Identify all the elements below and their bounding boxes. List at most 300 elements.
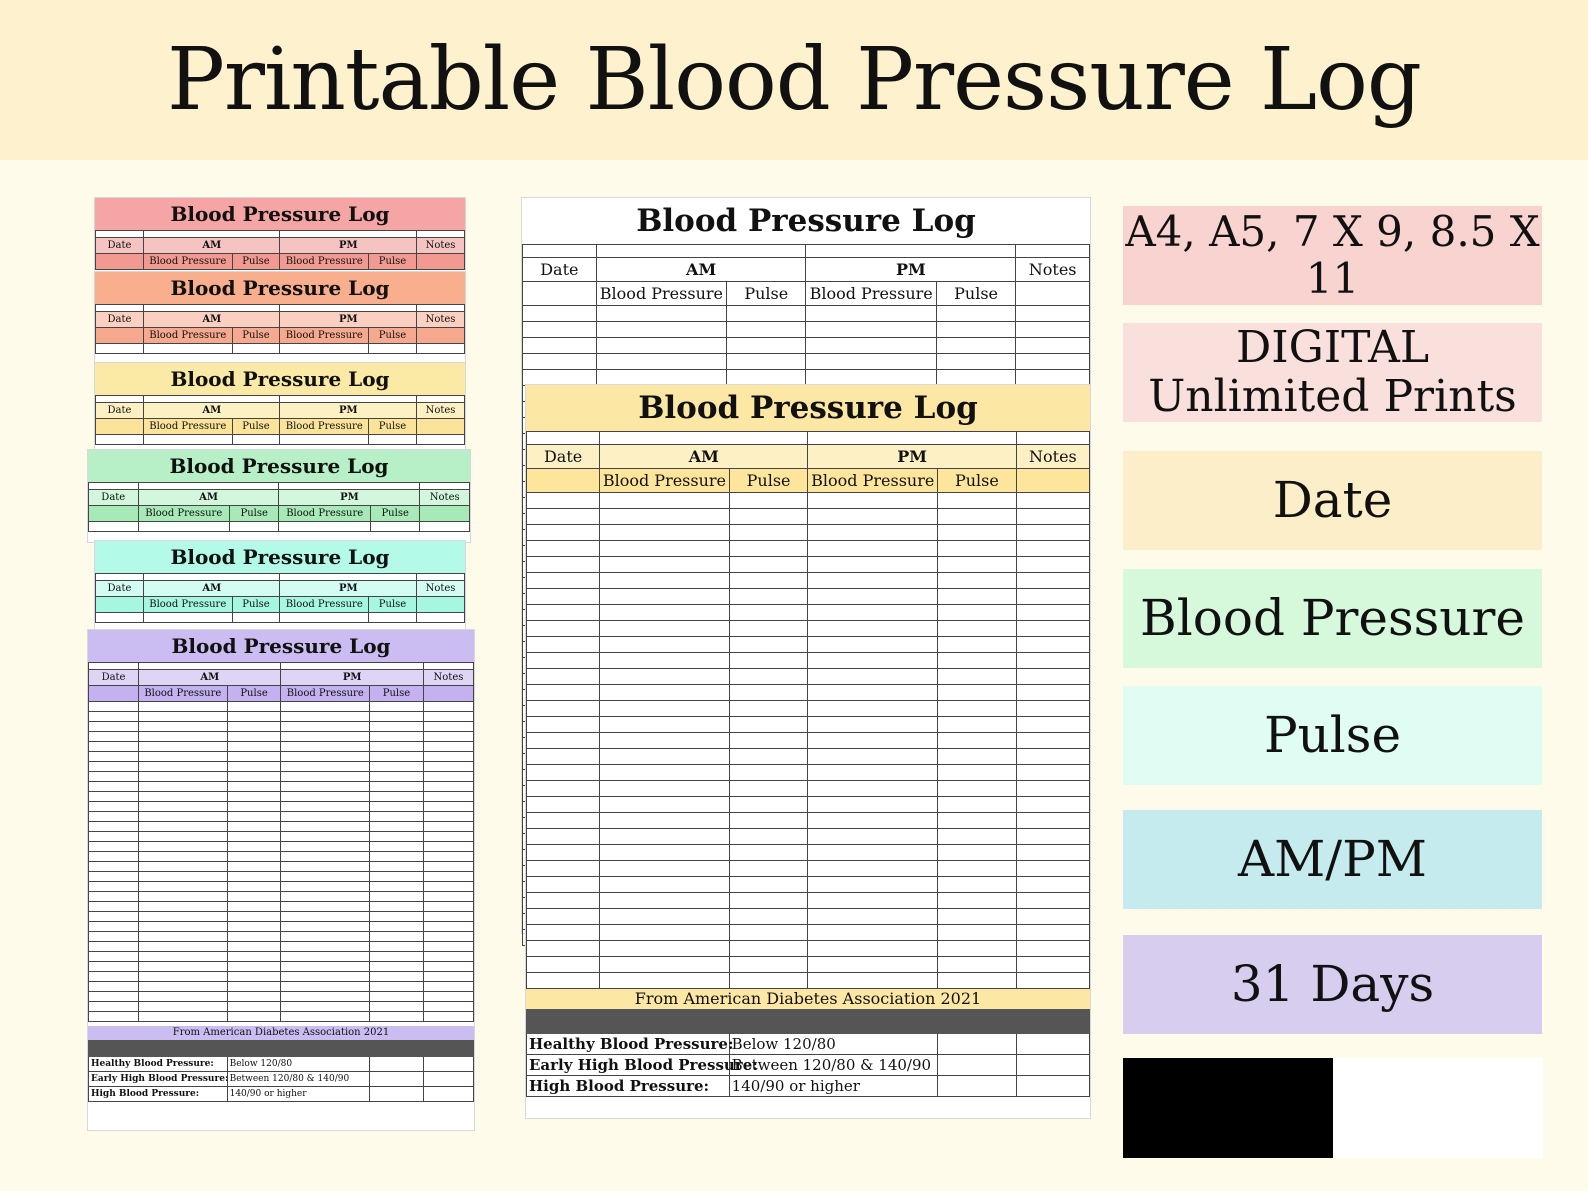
log-cell xyxy=(596,354,726,370)
log-row xyxy=(523,338,1090,354)
log-cell xyxy=(600,861,729,877)
log-cell xyxy=(139,752,228,762)
pulse-header: Pulse xyxy=(232,254,280,270)
log-cell xyxy=(729,893,808,909)
log-row xyxy=(527,749,1090,765)
log-cell xyxy=(227,772,281,782)
log-cell xyxy=(1016,877,1089,893)
log-cell xyxy=(937,685,1016,701)
log-cell xyxy=(227,932,281,942)
bp-header: Blood Pressure xyxy=(143,419,232,435)
log-cell xyxy=(281,772,370,782)
log-yellow-large xyxy=(525,384,1091,1119)
log-cell xyxy=(527,573,600,589)
ref-label: High Blood Pressure: xyxy=(527,1076,730,1097)
bp-header: Blood Pressure xyxy=(280,328,369,344)
log-cell xyxy=(139,882,228,892)
log-cell xyxy=(1016,829,1089,845)
log-body xyxy=(527,493,1090,989)
log-cell xyxy=(936,322,1015,338)
am-header: AM xyxy=(600,445,808,469)
log-cell xyxy=(937,509,1016,525)
log-cell xyxy=(808,669,937,685)
log-cell xyxy=(729,845,808,861)
log-cell xyxy=(527,733,600,749)
pm-header: PM xyxy=(280,312,417,328)
log-cell xyxy=(1016,637,1089,653)
pm-header: PM xyxy=(280,403,417,419)
log-cell xyxy=(423,712,473,722)
log-table xyxy=(88,482,470,532)
log-cell xyxy=(281,1002,370,1012)
log-cell xyxy=(527,765,600,781)
log-cell xyxy=(370,982,424,992)
log-cell xyxy=(89,712,139,722)
log-cell xyxy=(600,717,729,733)
log-cell xyxy=(227,922,281,932)
log-cell xyxy=(370,742,424,752)
log-cell xyxy=(808,653,937,669)
log-cell xyxy=(423,752,473,762)
log-cell xyxy=(806,354,936,370)
log-cell xyxy=(227,822,281,832)
log-cell xyxy=(937,653,1016,669)
log-cell xyxy=(1016,925,1089,941)
log-cell xyxy=(89,762,139,772)
log-cell xyxy=(937,765,1016,781)
log-cell xyxy=(227,912,281,922)
log-cell xyxy=(937,557,1016,573)
log-cell xyxy=(139,852,228,862)
log-cell xyxy=(227,1012,281,1022)
log-cell xyxy=(89,1012,139,1022)
log-cell xyxy=(808,749,937,765)
log-row xyxy=(89,742,474,752)
log-cell xyxy=(600,941,729,957)
pm-header: PM xyxy=(281,670,423,686)
log-row xyxy=(89,1012,474,1022)
log-row xyxy=(89,872,474,882)
log-cell xyxy=(139,942,228,952)
log-cell xyxy=(1016,573,1089,589)
log-cell xyxy=(227,792,281,802)
log-cell xyxy=(423,992,473,1002)
log-cell xyxy=(527,509,600,525)
bp-header: Blood Pressure xyxy=(280,419,369,435)
log-row xyxy=(527,685,1090,701)
log-cell xyxy=(937,893,1016,909)
date-header: Date xyxy=(527,445,600,469)
log-cell xyxy=(139,712,228,722)
log-cell xyxy=(937,781,1016,797)
log-cell xyxy=(1016,509,1089,525)
log-cell xyxy=(600,957,729,973)
log-cell xyxy=(1016,909,1089,925)
log-cell xyxy=(808,845,937,861)
log-cell xyxy=(227,982,281,992)
notes-header: Notes xyxy=(420,490,470,506)
am-header: AM xyxy=(143,312,280,328)
log-row xyxy=(527,701,1090,717)
log-cell xyxy=(281,992,370,1002)
log-cell xyxy=(729,861,808,877)
log-cell xyxy=(370,752,424,762)
log-cell xyxy=(1016,621,1089,637)
log-cell xyxy=(527,653,600,669)
log-cell xyxy=(370,842,424,852)
pulse-header: Pulse xyxy=(229,506,279,522)
log-cell xyxy=(89,1002,139,1012)
log-cell xyxy=(527,541,600,557)
log-cell xyxy=(423,702,473,712)
log-cell xyxy=(729,573,808,589)
bp-header: Blood Pressure xyxy=(808,469,937,493)
log-cell xyxy=(281,1012,370,1022)
log-title: Blood Pressure Log xyxy=(95,541,465,573)
log-cell xyxy=(89,902,139,912)
log-cell xyxy=(727,306,806,322)
log-cell xyxy=(1016,797,1089,813)
log-cell xyxy=(423,872,473,882)
log-cell xyxy=(89,852,139,862)
log-cell xyxy=(527,877,600,893)
log-row xyxy=(89,952,474,962)
ref-value: 140/90 or higher xyxy=(729,1076,937,1097)
log-cell xyxy=(729,557,808,573)
log-cell xyxy=(139,762,228,772)
ref-label: Healthy Blood Pressure: xyxy=(89,1057,228,1072)
log-cell xyxy=(423,782,473,792)
log-cell xyxy=(808,893,937,909)
log-row xyxy=(527,733,1090,749)
log-cell xyxy=(600,829,729,845)
log-cell xyxy=(523,354,597,370)
log-cell xyxy=(281,732,370,742)
log-cell xyxy=(937,845,1016,861)
log-cell xyxy=(727,322,806,338)
log-cell xyxy=(600,557,729,573)
source-note: From American Diabetes Association 2021 xyxy=(526,989,1090,1009)
log-cell xyxy=(1016,493,1089,509)
log-cell xyxy=(808,605,937,621)
log-cell xyxy=(729,877,808,893)
log-row xyxy=(527,845,1090,861)
log-cell xyxy=(806,306,936,322)
pulse-header: Pulse xyxy=(232,597,280,613)
ref-value: Between 120/80 & 140/90 xyxy=(729,1055,937,1076)
log-cell xyxy=(808,621,937,637)
log-cell xyxy=(139,742,228,752)
log-cell xyxy=(281,942,370,952)
log-cell xyxy=(370,1012,424,1022)
log-cell xyxy=(596,338,726,354)
bp-header: Blood Pressure xyxy=(139,686,228,702)
log-row xyxy=(527,957,1090,973)
log-cell xyxy=(527,925,600,941)
log-table xyxy=(95,230,465,270)
log-cell xyxy=(600,589,729,605)
feature-label: AM/PM xyxy=(1238,830,1427,888)
log-purple xyxy=(87,629,475,1131)
log-row xyxy=(89,862,474,872)
log-cell xyxy=(370,822,424,832)
log-cell xyxy=(1016,589,1089,605)
log-cell xyxy=(423,952,473,962)
log-cell xyxy=(281,982,370,992)
log-cell xyxy=(937,861,1016,877)
log-cell xyxy=(227,702,281,712)
log-cell xyxy=(729,781,808,797)
log-cell xyxy=(937,637,1016,653)
log-cell xyxy=(139,1012,228,1022)
log-cell xyxy=(281,872,370,882)
log-cell xyxy=(227,782,281,792)
log-row xyxy=(89,722,474,732)
log-cell xyxy=(808,685,937,701)
log-row xyxy=(89,962,474,972)
white-swatch xyxy=(1333,1058,1543,1158)
log-cell xyxy=(370,812,424,822)
log-cell xyxy=(423,1012,473,1022)
source-note: From American Diabetes Association 2021 xyxy=(88,1026,474,1040)
log-cell xyxy=(281,822,370,832)
log-cell xyxy=(600,637,729,653)
log-row xyxy=(89,972,474,982)
notes-header: Notes xyxy=(423,670,473,686)
log-cell xyxy=(281,852,370,862)
log-cell xyxy=(139,952,228,962)
log-cell xyxy=(600,877,729,893)
feature-label: Pulse xyxy=(1263,706,1402,764)
log-cell xyxy=(370,922,424,932)
log-cell xyxy=(139,782,228,792)
notes-header: Notes xyxy=(417,312,465,328)
log-cell xyxy=(370,962,424,972)
log-red xyxy=(94,197,466,279)
log-cell xyxy=(139,792,228,802)
log-cell xyxy=(370,712,424,722)
log-cell xyxy=(600,765,729,781)
log-cell xyxy=(936,354,1015,370)
log-cell xyxy=(523,322,597,338)
log-row xyxy=(89,1002,474,1012)
log-cell xyxy=(808,829,937,845)
log-cell xyxy=(89,822,139,832)
log-yellow xyxy=(94,362,466,452)
log-row xyxy=(89,832,474,842)
log-cell xyxy=(370,832,424,842)
log-cell xyxy=(423,812,473,822)
log-cell xyxy=(729,541,808,557)
log-cell xyxy=(423,822,473,832)
pulse-header: Pulse xyxy=(729,469,808,493)
ref-label: Early High Blood Pressure: xyxy=(527,1055,730,1076)
log-cell xyxy=(527,813,600,829)
log-cell xyxy=(729,717,808,733)
feature-label: Blood Pressure xyxy=(1140,589,1525,647)
feature-pulse xyxy=(1123,686,1542,785)
log-cell xyxy=(370,782,424,792)
log-cell xyxy=(600,541,729,557)
log-cell xyxy=(937,573,1016,589)
log-cell xyxy=(89,812,139,822)
log-cell xyxy=(729,909,808,925)
am-header: AM xyxy=(143,238,280,254)
log-cell xyxy=(808,925,937,941)
reference-table xyxy=(526,1009,1090,1097)
log-cell xyxy=(600,605,729,621)
log-cell xyxy=(423,842,473,852)
log-cell xyxy=(936,306,1015,322)
log-cell xyxy=(729,925,808,941)
log-cell xyxy=(227,862,281,872)
log-cell xyxy=(139,812,228,822)
log-cell xyxy=(600,749,729,765)
log-cell xyxy=(227,972,281,982)
log-row xyxy=(527,893,1090,909)
log-cell xyxy=(808,957,937,973)
log-green xyxy=(87,449,471,543)
log-title: Blood Pressure Log xyxy=(522,198,1090,244)
log-cell xyxy=(727,354,806,370)
log-title: Blood Pressure Log xyxy=(88,630,474,662)
log-row xyxy=(527,717,1090,733)
log-cell xyxy=(729,829,808,845)
notes-header: Notes xyxy=(417,581,465,597)
log-cell xyxy=(937,925,1016,941)
log-cell xyxy=(227,722,281,732)
log-cell xyxy=(600,701,729,717)
log-cell xyxy=(808,541,937,557)
log-cell xyxy=(1016,861,1089,877)
reference-table xyxy=(88,1040,474,1102)
log-cell xyxy=(729,957,808,973)
log-table xyxy=(88,662,474,1022)
log-cell xyxy=(727,338,806,354)
log-row xyxy=(89,822,474,832)
log-cell xyxy=(523,338,597,354)
log-cell xyxy=(139,922,228,932)
log-cell xyxy=(1016,557,1089,573)
log-cell xyxy=(729,525,808,541)
log-cell xyxy=(600,525,729,541)
log-cell xyxy=(527,973,600,989)
bp-header: Blood Pressure xyxy=(281,686,370,702)
date-header: Date xyxy=(89,670,139,686)
log-cell xyxy=(600,573,729,589)
log-cell xyxy=(139,772,228,782)
log-cell xyxy=(937,797,1016,813)
log-cell xyxy=(527,957,600,973)
pulse-header: Pulse xyxy=(369,597,417,613)
log-row xyxy=(89,702,474,712)
log-cell xyxy=(1016,781,1089,797)
log-cell xyxy=(281,842,370,852)
log-cell xyxy=(1016,845,1089,861)
log-cell xyxy=(1016,941,1089,957)
log-cell xyxy=(227,1002,281,1012)
log-cell xyxy=(139,982,228,992)
log-cell xyxy=(89,992,139,1002)
feature-label: A4, A5, 7 X 9, 8.5 X 11 xyxy=(1125,207,1540,303)
log-cell xyxy=(1016,541,1089,557)
log-cell xyxy=(370,802,424,812)
log-cell xyxy=(370,862,424,872)
log-cell xyxy=(139,822,228,832)
log-cell xyxy=(370,902,424,912)
log-cell xyxy=(600,653,729,669)
log-cell xyxy=(1016,338,1090,354)
log-row xyxy=(89,802,474,812)
log-cell xyxy=(808,637,937,653)
log-cell xyxy=(600,781,729,797)
log-cell xyxy=(89,932,139,942)
log-cell xyxy=(729,493,808,509)
log-cell xyxy=(281,832,370,842)
log-cell xyxy=(281,782,370,792)
log-cell xyxy=(729,669,808,685)
log-table xyxy=(95,304,465,354)
log-cell xyxy=(89,922,139,932)
log-cell xyxy=(139,972,228,982)
log-table xyxy=(95,395,465,445)
log-cell xyxy=(729,685,808,701)
log-cell xyxy=(423,902,473,912)
log-row xyxy=(527,525,1090,541)
log-row xyxy=(527,781,1090,797)
log-cell xyxy=(527,493,600,509)
log-cell xyxy=(1016,749,1089,765)
log-cell xyxy=(227,872,281,882)
log-cell xyxy=(281,802,370,812)
log-cell xyxy=(808,717,937,733)
notes-header: Notes xyxy=(417,238,465,254)
log-cell xyxy=(600,493,729,509)
bp-header: Blood Pressure xyxy=(138,506,229,522)
feature-date xyxy=(1123,451,1542,550)
log-cell xyxy=(729,509,808,525)
log-title: Blood Pressure Log xyxy=(95,363,465,395)
log-cell xyxy=(423,852,473,862)
am-header: AM xyxy=(139,670,281,686)
log-cell xyxy=(227,952,281,962)
date-header: Date xyxy=(96,312,144,328)
log-cell xyxy=(370,762,424,772)
log-cell xyxy=(139,892,228,902)
feature-label: Date xyxy=(1272,471,1393,529)
pulse-header: Pulse xyxy=(936,282,1015,306)
log-row xyxy=(89,842,474,852)
ref-value: 140/90 or higher xyxy=(227,1087,369,1102)
log-cell xyxy=(937,701,1016,717)
log-aqua xyxy=(94,540,466,632)
log-cell xyxy=(527,605,600,621)
log-cell xyxy=(89,912,139,922)
log-cell xyxy=(729,653,808,669)
log-cell xyxy=(808,733,937,749)
log-cell xyxy=(1016,306,1090,322)
log-row xyxy=(523,322,1090,338)
ref-label: Healthy Blood Pressure: xyxy=(527,1034,730,1055)
log-cell xyxy=(527,701,600,717)
log-cell xyxy=(808,973,937,989)
log-cell xyxy=(227,752,281,762)
page-title: Printable Blood Pressure Log xyxy=(167,30,1421,130)
log-cell xyxy=(1016,354,1090,370)
pulse-header: Pulse xyxy=(727,282,806,306)
log-cell xyxy=(729,797,808,813)
log-cell xyxy=(227,732,281,742)
